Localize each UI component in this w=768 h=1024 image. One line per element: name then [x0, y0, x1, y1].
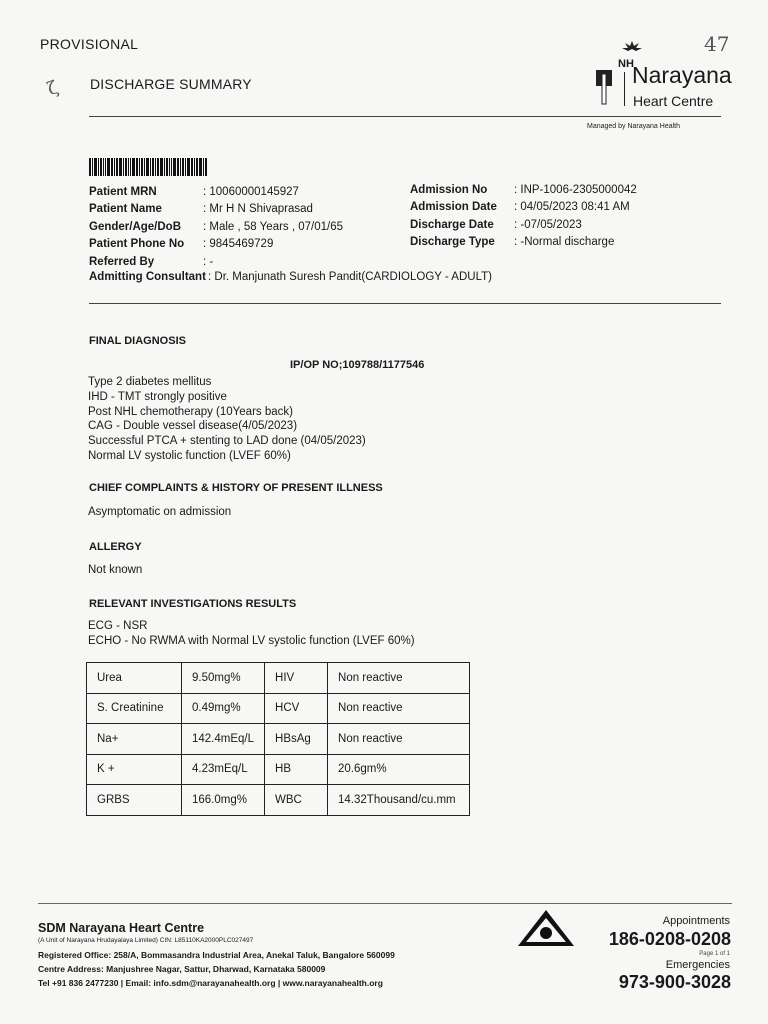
ip-op-number: IP/OP NO;109788/1177546: [290, 359, 425, 371]
label-admission-no: Admission No: [410, 184, 488, 196]
patient-info-values: [203, 184, 343, 271]
brand-subtitle: Heart Centre: [633, 93, 714, 109]
table-cell: 4.23mEq/L: [182, 754, 265, 785]
page-indicator: Page 1 of 1: [699, 951, 730, 957]
table-cell: 14.32Thousand/cu.mm: [328, 785, 470, 816]
allergy-heading: ALLERGY: [89, 541, 142, 553]
diagnosis-line: IHD - TMT strongly positive: [88, 390, 227, 403]
table-cell: 166.0mg%: [182, 785, 265, 816]
label-name: Patient Name: [89, 203, 162, 216]
header-divider: [89, 116, 721, 117]
emergencies-number[interactable]: 973-900-3028: [618, 972, 731, 992]
value-admission-no: : INP-1006-2305000042: [514, 184, 637, 196]
table-cell: GRBS: [87, 785, 182, 816]
value-discharge-date: : -07/05/2023: [514, 218, 582, 231]
barcode: [89, 158, 208, 176]
chief-complaints-heading: CHIEF COMPLAINTS & HISTORY OF PRESENT ILLNESS: [89, 482, 383, 494]
table-cell: HIV: [265, 663, 328, 694]
patient-info-divider: [89, 303, 721, 304]
final-diagnosis-heading: FINAL DIAGNOSIS: [89, 335, 186, 347]
allergy-text: Not known: [88, 564, 143, 576]
table-cell: HBsAg: [265, 724, 328, 755]
document-title: DISCHARGE SUMMARY: [90, 76, 252, 92]
value-referred-by: : -: [203, 255, 214, 268]
diagnosis-line: Post NHL chemotherapy (10Years back): [88, 405, 293, 418]
patient-info-labels: [89, 184, 184, 271]
footer-registered-office: Registered Office: 258/A, Bommasandra Industrial Area, Anekal Taluk, Bangalore 560099: [38, 950, 395, 960]
logo-separator: [624, 72, 625, 106]
value-name: : Mr H N Shivaprasad: [203, 203, 313, 216]
diagnosis-line: Type 2 diabetes mellitus: [88, 376, 212, 388]
label-phone: Patient Phone No: [89, 238, 185, 251]
table-row: [87, 724, 470, 755]
investigation-line: ECHO - No RWMA with Normal LV systolic function (LVEF 60%): [88, 634, 415, 647]
diagnosis-line: Normal LV systolic function (LVEF 60%): [88, 449, 291, 462]
emergencies-label: Emergencies: [665, 959, 730, 971]
investigations-heading: RELEVANT INVESTIGATIONS RESULTS: [89, 598, 297, 610]
label-gender-age-dob: Gender/Age/DoB: [89, 220, 182, 233]
provisional-label: PROVISIONAL: [40, 36, 139, 52]
table-cell: S. Creatinine: [87, 693, 182, 724]
table-cell: Non reactive: [328, 724, 470, 755]
handwritten-mark: ζ: [44, 76, 62, 101]
value-admission-date: : 04/05/2023 08:41 AM: [514, 201, 630, 214]
table-cell: Non reactive: [328, 693, 470, 724]
table-cell: 142.4mEq/L: [182, 724, 265, 755]
table-cell: 0.49mg%: [182, 693, 265, 724]
managed-by: Managed by Narayana Health: [587, 123, 681, 130]
label-mrn: Patient MRN: [89, 186, 157, 198]
label-admitting-consultant: Admitting Consultant: [89, 271, 206, 283]
footer-cin: (A Unit of Narayana Hrudayalaya Limited) CIN: L85110KA2000PLC027497: [38, 937, 254, 944]
label-referred-by: Referred By: [89, 255, 155, 268]
lab-results-table: [86, 662, 470, 816]
diagnosis-line: CAG - Double vessel disease(4/05/2023): [88, 420, 298, 433]
appointments-label: Appointments: [662, 915, 730, 927]
table-row: [87, 754, 470, 785]
label-admission-date: Admission Date: [410, 201, 497, 214]
table-cell: K +: [87, 754, 182, 785]
chief-complaints-text: Asymptomatic on admission: [88, 506, 232, 518]
diagnosis-line: Successful PTCA + stenting to LAD done (04/05/2023): [88, 435, 366, 448]
value-phone: : 9845469729: [203, 238, 274, 251]
sdm-emblem-icon: [594, 68, 614, 108]
footer-centre-address: Centre Address: Manjushree Nagar, Sattur, Dharwad, Karnataka 580009: [38, 964, 326, 974]
table-cell: Non reactive: [328, 663, 470, 694]
footer-hospital-name: SDM Narayana Heart Centre: [38, 921, 205, 935]
label-discharge-type: Discharge Type: [410, 236, 495, 249]
final-diagnosis-list: [88, 375, 366, 464]
footer-divider: [38, 903, 732, 904]
table-cell: WBC: [265, 785, 328, 816]
sdm-triangle-logo-icon: [516, 908, 576, 953]
admission-info-labels: [410, 182, 497, 252]
table-cell: Na+: [87, 724, 182, 755]
table-row: [87, 785, 470, 816]
value-admitting-consultant: : Dr. Manjunath Suresh Pandit(CARDIOLOGY - ADULT): [208, 271, 492, 283]
investigations-list: [88, 619, 415, 649]
investigation-line: ECG - NSR: [88, 620, 148, 632]
table-cell: Urea: [87, 663, 182, 694]
brand-name: Narayana: [632, 62, 732, 88]
appointments-number[interactable]: 186-0208-0208: [608, 929, 731, 949]
nh-logo-text: NH: [618, 58, 634, 70]
table-cell: 9.50mg%: [182, 663, 265, 694]
table-row: [87, 693, 470, 724]
handwritten-page-number: 47: [704, 32, 730, 56]
label-discharge-date: Discharge Date: [410, 218, 494, 231]
table-row: [87, 663, 470, 694]
value-gender-age-dob: : Male , 58 Years , 07/01/65: [203, 220, 344, 233]
value-discharge-type: : -Normal discharge: [514, 236, 615, 249]
admission-info-values: [514, 182, 637, 252]
table-cell: 20.6gm%: [328, 754, 470, 785]
table-cell: HCV: [265, 693, 328, 724]
table-cell: HB: [265, 754, 328, 785]
footer-contact[interactable]: Tel +91 836 2477230 | Email: info.sdm@narayanahealth.org | www.narayanahealth.org: [38, 978, 383, 988]
value-mrn: : 10060000145927: [203, 186, 299, 198]
